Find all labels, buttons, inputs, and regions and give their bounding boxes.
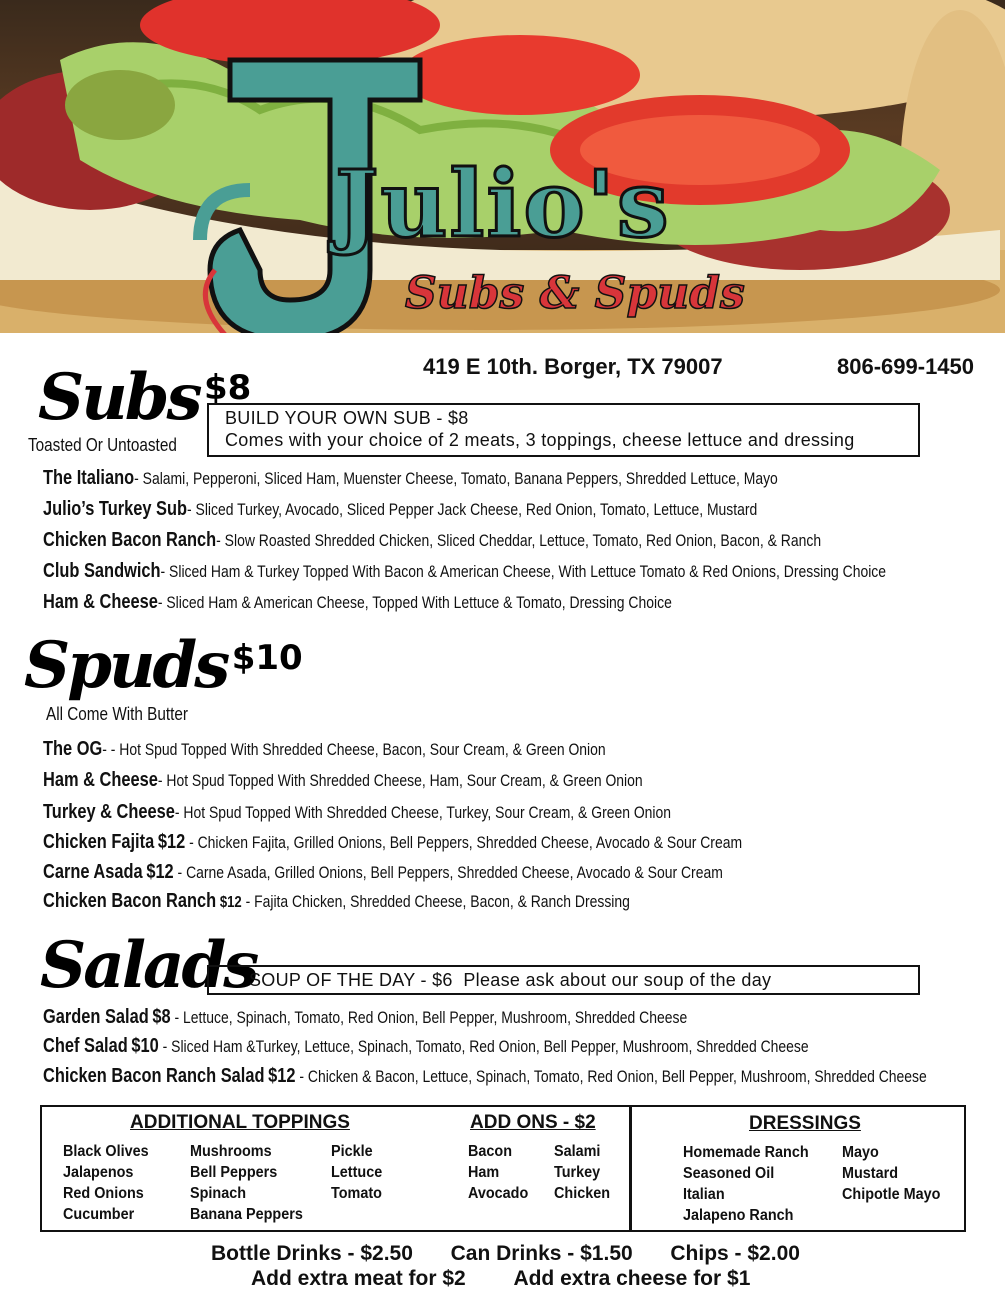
menu-item: Ham & Cheese- Sliced Ham & American Cheese, Topped With Lettuce & Tomato, Dressing Choice: [43, 591, 672, 613]
header-banner: [0, 0, 1005, 333]
spuds-title: Spuds: [24, 628, 228, 703]
toppings-col-1: Black Olives Jalapenos Red Onions Cucumber: [63, 1143, 149, 1223]
addons-col-1: Bacon Ham Avocado: [468, 1143, 529, 1202]
toppings-col-3: Pickle Lettuce Tomato: [331, 1143, 383, 1202]
drinks-line: [211, 1242, 800, 1266]
chips: Chips - $2.00: [670, 1242, 800, 1265]
toppings-col-2: Mushrooms Bell Peppers Spinach Banana Peppers: [190, 1143, 303, 1223]
extra-cheese: Add extra cheese for $1: [513, 1267, 751, 1290]
menu-item: Ham & Cheese- Hot Spud Topped With Shredded Cheese, Ham, Sour Cream, & Green Onion: [43, 769, 643, 791]
extras-divider: [629, 1105, 632, 1232]
spuds-price: $10: [231, 638, 303, 678]
menu-item: Turkey & Cheese- Hot Spud Topped With Shredded Cheese, Turkey, Sour Cream, & Green Onion: [43, 801, 672, 823]
menu-item: Carne Asada $12 - Carne Asada, Grilled Onions, Bell Peppers, Shredded Cheese, Avocado & Sour Cream: [43, 861, 723, 883]
spuds-subtitle: All Come With Butter: [46, 704, 188, 724]
menu-item: Chicken Bacon Ranch $12 - Fajita Chicken, Shredded Cheese, Bacon, & Ranch Dressing: [43, 890, 630, 912]
soup-text: Please ask about our soup of the day: [463, 970, 772, 990]
menu-item: Julio’s Turkey Sub- Sliced Turkey, Avocado, Sliced Pepper Jack Cheese, Red Onion, Tomato, Lettuce, Mustard: [43, 498, 758, 520]
dressings-col-2: Mayo Mustard Chipotle Mayo: [842, 1144, 941, 1203]
build-your-own-title: BUILD YOUR OWN SUB - $8: [225, 408, 469, 428]
build-your-own-desc: Comes with your choice of 2 meats, 3 toppings, cheese lettuce and dressing: [225, 430, 855, 450]
address: 419 E 10th. Borger, TX 79007: [423, 354, 723, 379]
phone-number: 806-699-1450: [837, 354, 975, 379]
menu-item: Club Sandwich- Sliced Ham & Turkey Topped With Bacon & American Cheese, With Lettuce Tomato & Red Onions, Dressing Choice: [43, 560, 887, 582]
toppings-title: ADDITIONAL TOPPINGS: [130, 1112, 350, 1133]
menu-item: Chicken Bacon Ranch Salad $12 - Chicken & Bacon, Lettuce, Spinach, Tomato, Red Onion, Bell Pepper, Mushroom, Shredded Cheese: [43, 1065, 927, 1087]
menu-item: The OG- - Hot Spud Topped With Shredded Cheese, Bacon, Sour Cream, & Green Onion: [43, 738, 606, 760]
extra-meat: Add extra meat for $2: [251, 1267, 466, 1290]
can-drinks: Can Drinks - $1.50: [450, 1242, 633, 1265]
menu-item: Garden Salad $8 - Lettuce, Spinach, Tomato, Red Onion, Bell Pepper, Mushroom, Shredded Cheese: [43, 1006, 688, 1028]
soup-label: SOUP OF THE DAY - $6: [249, 970, 453, 990]
subs-title: Subs: [38, 360, 200, 435]
logo-wordmark: Julio's: [335, 150, 671, 258]
bottle-drinks: Bottle Drinks - $2.50: [211, 1242, 413, 1265]
subs-subtitle: Toasted Or Untoasted: [28, 435, 177, 455]
menu-item: Chef Salad $10 - Sliced Ham &Turkey, Lettuce, Spinach, Tomato, Red Onion, Bell Pepper, Mushroom, Shredded Cheese: [43, 1035, 809, 1057]
soup-of-the-day-notice: [207, 965, 920, 995]
logo-tagline: Subs & Spuds: [405, 268, 745, 319]
build-your-own-notice: [207, 403, 920, 457]
menu-item: Chicken Bacon Ranch- Slow Roasted Shredded Chicken, Sliced Cheddar, Lettuce, Tomato, Red Onion, Bacon, & Ranch: [43, 529, 822, 551]
addons-title: ADD ONS - $2: [470, 1112, 596, 1133]
spuds-heading: [24, 628, 303, 703]
salads-title: Salads: [40, 928, 257, 1003]
menu-item: Chicken Fajita $12 - Chicken Fajita, Grilled Onions, Bell Peppers, Shredded Cheese, Avocado & Sour Cream: [43, 831, 743, 853]
dressings-col-1: Homemade Ranch Seasoned Oil Italian Jalapeno Ranch: [683, 1144, 809, 1224]
menu-item: The Italiano- Salami, Pepperoni, Sliced Ham, Muenster Cheese, Tomato, Banana Peppers, Shredded Lettuce, Mayo: [43, 467, 778, 489]
subs-price: $8: [203, 368, 252, 408]
addons-col-2: Salami Turkey Chicken: [554, 1143, 611, 1202]
extras-line: [251, 1267, 750, 1291]
dressings-title: DRESSINGS: [749, 1113, 861, 1134]
